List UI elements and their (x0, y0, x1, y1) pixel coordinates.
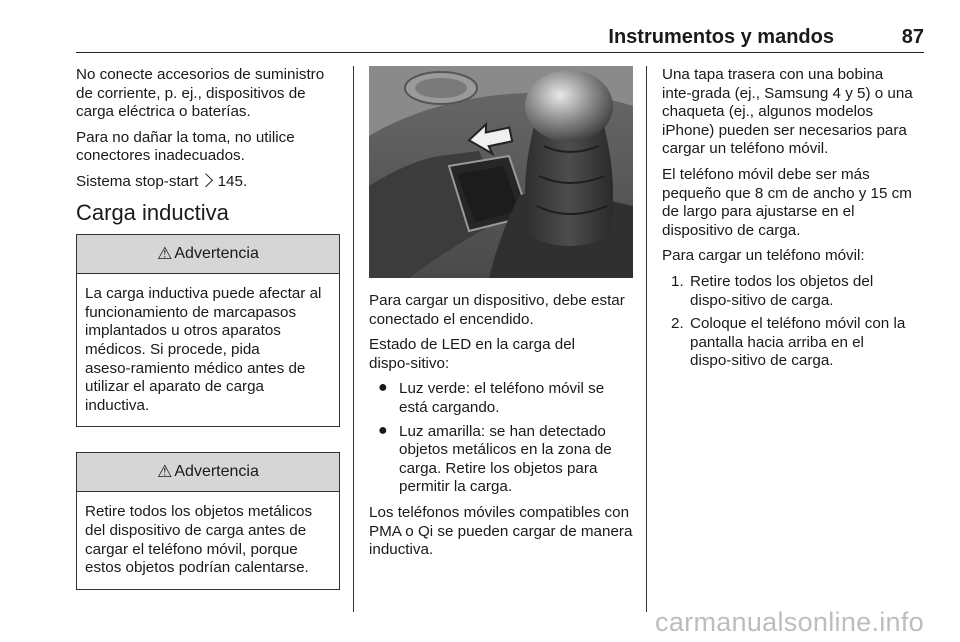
warning-triangle-icon: ⚠ (157, 462, 173, 482)
warning-title: Advertencia (174, 244, 259, 262)
step-number: 2. (671, 315, 684, 333)
page-header (76, 26, 924, 53)
charging-steps-list (662, 273, 926, 371)
step-text: Retire todos los objetos del dispo‑sitivo de carga. (690, 272, 874, 309)
paragraph: Estado de LED en la carga del dispo‑sitivo: (369, 336, 576, 372)
column-divider (353, 66, 354, 612)
list-item (369, 423, 633, 497)
bullet-icon: ● (378, 379, 388, 397)
section-title: Instrumentos y mandos (608, 26, 834, 48)
page-reference[interactable]: 145. (217, 172, 248, 190)
list-item-text: Luz amarilla: se han detectado objetos metálicos en la zona de carga. Retire los objetos para permitir la carga. (399, 422, 612, 496)
paragraph: Para cargar un teléfono móvil: (662, 247, 865, 265)
paragraph: El teléfono móvil debe ser más pequeño que 8 cm de ancho y 15 cm de largo para ajustarse en el dispositivo de carga. (662, 165, 912, 239)
warning-box (76, 234, 340, 427)
watermark: carmanualsonline.info (655, 607, 924, 637)
warning-header (77, 453, 339, 492)
list-item-text: Luz verde: el teléfono móvil se está cargando. (399, 380, 605, 416)
warning-triangle-icon: ⚠ (157, 243, 173, 263)
list-item (369, 380, 633, 417)
paragraph: No conecte accesorios de suministro de corriente, p. ej., dispositivos de carga eléctrica o baterías. (76, 66, 325, 121)
bullet-icon: ● (378, 421, 388, 439)
warning-body: Retire todos los objetos metálicos del dispositivo de carga antes de cargar el teléfono móvil, porque estos objetos podrían calentarse. (85, 503, 313, 577)
step-number: 1. (671, 272, 684, 290)
paragraph: Para no dañar la toma, no utilice conectores inadecuados. (76, 128, 295, 165)
column-divider (646, 66, 647, 612)
column-2 (369, 66, 633, 567)
warning-title: Advertencia (174, 463, 259, 481)
list-item (662, 273, 926, 310)
section-heading: Carga inductiva (76, 199, 229, 225)
warning-header (77, 235, 339, 274)
warning-body: La carga inductiva puede afectar al funcionamiento de marcapasos implantados u otros aparatos médicos. Si procede, pida aseso‑ramiento médico antes de utilizar el aparato de carga inductiva. (85, 285, 322, 414)
column-3 (662, 66, 926, 376)
led-status-list (369, 380, 633, 497)
step-text: Coloque el teléfono móvil con la pantalla hacia arriba en el dispo‑sitivo de carga. (690, 315, 906, 370)
paragraph: Para cargar un dispositivo, debe estar conectado el encendido. (369, 292, 625, 328)
reference-text: Sistema stop-start (76, 172, 203, 190)
warning-box (76, 452, 340, 589)
paragraph: Una tapa trasera con una bobina inte‑grada (ej., Samsung 4 y 5) o una chaqueta (ej., algunos modelos iPhone) pueden ser necesarios para cargar un teléfono móvil. (662, 66, 913, 158)
column-1 (76, 66, 340, 590)
paragraph: Los teléfonos móviles compatibles con PMA o Qi se pueden cargar de manera inductiva. (369, 503, 633, 559)
charging-pad-photo (369, 66, 633, 278)
cross-reference (76, 173, 340, 192)
page-number: 87 (901, 26, 924, 48)
list-item (662, 315, 926, 371)
